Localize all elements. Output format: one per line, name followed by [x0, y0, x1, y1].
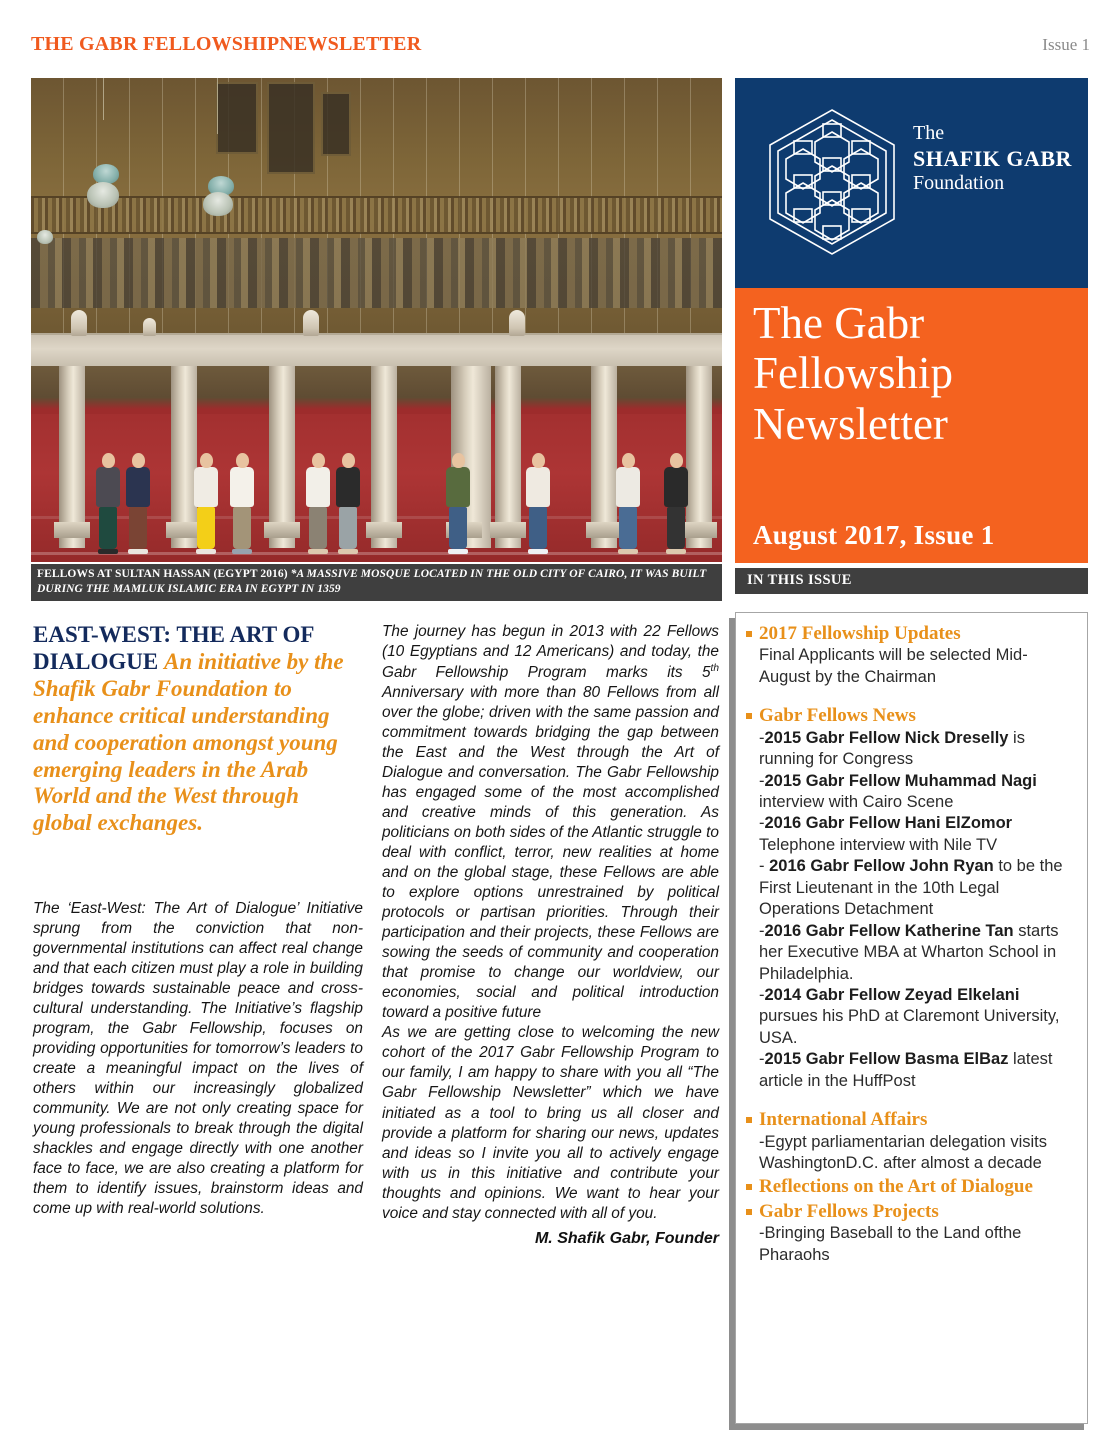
hanging-lamp	[37, 230, 53, 244]
toc-entry-text: -Egypt parliamentarian delegation visits WashingtonD.C. after almost a decade	[759, 1132, 1047, 1172]
fellow-figure	[613, 453, 643, 554]
toc-entry-text: pursues his PhD at Claremont University, USA.	[759, 1007, 1060, 1047]
lamp-chain	[217, 78, 218, 134]
balustrade-finial	[303, 310, 319, 336]
toc-section[interactable]	[746, 1176, 1077, 1198]
foundation-logo-text	[913, 122, 1072, 195]
stone-column	[269, 366, 295, 548]
hero-photo	[31, 78, 722, 562]
article-mid-body-2: As we are getting close to welcoming the new cohort of the 2017 Gabr Fellowship Program to our family, I am happy to share with you all “The Gabr Fellowship Newsletter” which we have initiated as a tool to bring us all closer and provide a platform for sharing our news, updates and ideas so I invite you all to actively engage with us in this initiative and contribute your thoughts and opinions. We want to hear your voice and stay connected with all of you.	[382, 1024, 719, 1222]
fellow-figure	[661, 453, 691, 554]
square-bullet-icon	[746, 631, 752, 637]
stone-column	[495, 366, 521, 548]
toc-section-body	[759, 1132, 1077, 1175]
hanging-lamp	[87, 182, 119, 208]
fellow-figure	[303, 453, 333, 554]
article-left-column	[33, 622, 363, 1220]
fellow-figure	[443, 453, 473, 554]
lamp-chain	[103, 78, 104, 120]
toc-entry[interactable]	[759, 1132, 1077, 1175]
toc-entry-emphasis: 2014 Gabr Fellow Zeyad Elkelani	[764, 985, 1020, 1004]
fellow-figure	[523, 453, 553, 554]
toc-section[interactable]	[746, 1109, 1077, 1174]
toc-entry[interactable]	[759, 813, 1077, 856]
stone-column	[371, 366, 397, 548]
toc-entry[interactable]	[759, 856, 1077, 920]
toc-entry-text: Telephone interview with Nile TV	[759, 835, 998, 854]
article-mid-body-1	[382, 622, 719, 1023]
masthead-title: THE GABR FELLOWSHIPNEWSLETTER	[31, 33, 422, 55]
fellow-figure	[123, 453, 153, 554]
toc-section[interactable]	[746, 705, 1077, 1092]
toc-section-heading[interactable]	[746, 705, 1077, 727]
toc-entry[interactable]	[759, 985, 1077, 1049]
logo-line-foundation: Foundation	[913, 171, 1005, 194]
toc-entry-text: -	[759, 814, 765, 833]
toc-entry-text: to be the First Lieutenant in the 10th Legal Operations Detachment	[759, 857, 1063, 919]
wood-panel-row	[31, 238, 722, 308]
hanging-lamp	[93, 164, 119, 184]
balustrade-finial	[509, 310, 525, 336]
wall-niche	[321, 92, 351, 156]
toc-entry-emphasis: 2015 Gabr Fellow Muhammad Nagi	[764, 771, 1037, 790]
mid-body-part2: Anniversary with more than 80 Fellows from all over the globe; driven with the same passion and commitment towards bridging the gap between the East and the West through the Art of Dialogue and conversation. The Gabr Fellowship has engaged some of the most accomplished and creative minds of this generation. As politicians on both sides of the Atlantic struggle to deal with conflict, terror, new realities at home and on the global stage, these Fellows are able to explore options unrestrained by political protocols or partisan priorities. Through their participation and their projects, these Fellows are sowing the seeds of community and cooperation that promise to change our worldview, our economies, social and political introduction toward a positive future	[382, 684, 719, 1022]
toc-section-body	[759, 645, 1077, 688]
square-bullet-icon	[746, 1184, 752, 1190]
article-middle-column	[382, 622, 719, 1248]
mosque-interior-image	[31, 78, 722, 562]
foundation-logo-panel	[735, 78, 1088, 288]
toc-entry-text: -	[759, 921, 765, 940]
toc-section-label: 2017 Fellowship Updates	[759, 623, 961, 644]
toc-section-body	[759, 1223, 1077, 1266]
article-left-body: The ‘East-West: The Art of Dialogue’ Initiative sprung from the conviction that non-governmental institutions can affect real change and that each citizen must play a role in building bridges towards sustainable peace and cross-cultural understanding. The Initiative’s flagship program, the Gabr Fellowship, focuses on providing opportunities for tomorrow’s leaders to create a meaningful impact on the lives of others within our increasingly globalized community. We are not only creating space for young professionals to break through the digital shackles and engage directly with one another face to face, we are also creating a platform for them to identify issues, brainstorm ideas and come up with real-world solutions.	[33, 900, 363, 1218]
headline-subtitle: An initiative by the Shafik Gabr Foundation to enhance critical understanding and cooperation amongst young emerging leaders in the Arab World and the West through global exchanges.	[33, 648, 344, 836]
hero-caption-note: *A MASSIVE MOSQUE LOCATED IN THE OLD CITY OF CAIRO, IT WAS BUILT DURING THE MAMLUK ISLAMIC ERA IN EGYPT IN 1359	[37, 568, 707, 596]
newsletter-date-issue: August 2017, Issue 1	[753, 520, 995, 550]
toc-entry-emphasis: 2016 Gabr Fellow John Ryan	[769, 857, 994, 876]
toc-section-heading[interactable]	[746, 1201, 1077, 1223]
mid-body-part1: The journey has begun in 2013 with 22 Fellows (10 Egyptians and 12 Americans) and today, the Gabr Fellowship Program marks its 5	[382, 623, 719, 682]
hero-caption-location: FELLOWS AT SULTAN HASSAN (EGYPT 2016)	[37, 568, 291, 580]
toc-section-label: Gabr Fellows Projects	[759, 1200, 939, 1222]
prayer-hall	[31, 366, 722, 562]
hexagon-lattice-icon	[757, 106, 907, 258]
square-bullet-icon	[746, 1209, 752, 1215]
toc-section-label: Reflections on the Art of Dialogue	[759, 1176, 1033, 1198]
masthead	[0, 0, 1118, 70]
toc-entry-text: is running for Congress	[759, 728, 1025, 769]
toc-entry[interactable]	[759, 645, 1077, 688]
toc-section-heading[interactable]	[746, 1109, 1077, 1131]
square-bullet-icon	[746, 713, 752, 719]
toc-entry[interactable]	[759, 771, 1077, 814]
toc-entry-text: -	[759, 857, 770, 876]
stone-column	[59, 366, 85, 548]
toc-section-heading[interactable]	[746, 1176, 1077, 1198]
square-bullet-icon	[746, 1117, 752, 1123]
article-signature: M. Shafik Gabr, Founder	[534, 1229, 719, 1247]
balustrade-finial	[71, 310, 87, 336]
toc-section[interactable]	[746, 623, 1077, 688]
carved-frieze	[31, 196, 722, 234]
logo-line-the: The	[913, 122, 945, 144]
toc-entry-text: interview with Cairo Scene	[759, 793, 954, 811]
in-this-issue-bar: IN THIS ISSUE	[735, 568, 1088, 594]
toc-entry-text: starts her Executive MBA at Wharton School in Philadelphia.	[759, 921, 1059, 983]
toc-entry-text: Final Applicants will be selected Mid-August by the Chairman	[759, 646, 1028, 686]
fellow-figure	[227, 453, 257, 554]
wall-niche	[267, 82, 315, 174]
toc-entry-emphasis: 2015 Gabr Fellow Nick Dreselly	[764, 728, 1009, 747]
masthead-issue-label: Issue 1	[1042, 35, 1090, 54]
toc-entry-text: -	[759, 728, 765, 747]
fellow-figure	[191, 453, 221, 554]
article-headline	[33, 622, 363, 837]
hero-caption	[31, 564, 722, 601]
toc-entry-text: -Bringing Baseball to the Land ofthe Pharaohs	[759, 1224, 1022, 1264]
toc-entry-text: -	[759, 985, 765, 1004]
toc-section-heading[interactable]	[746, 623, 1077, 645]
toc-entry[interactable]	[759, 728, 1077, 771]
logo-line-shafik-gabr: SHAFIK GABR	[913, 145, 1072, 171]
toc-entry-text: latest article in the HuffPost	[759, 1050, 1053, 1090]
balustrade-finial	[143, 318, 156, 336]
toc-entry-emphasis: 2016 Gabr Fellow Hani ElZomor	[764, 814, 1013, 833]
fellow-figure	[93, 453, 123, 554]
toc-section[interactable]	[746, 1201, 1077, 1266]
newsletter-title: The Gabr Fellowship Newsletter	[753, 298, 954, 449]
toc-entry-text: -	[759, 771, 765, 790]
toc-entry-emphasis: 2016 Gabr Fellow Katherine Tan	[764, 921, 1014, 940]
toc-entry-emphasis: 2015 Gabr Fellow Basma ElBaz	[764, 1050, 1009, 1069]
hanging-lamp	[203, 192, 233, 216]
toc-entry-text: -	[759, 1050, 765, 1069]
toc-entry[interactable]	[759, 1223, 1077, 1266]
newsletter-title-panel	[735, 288, 1088, 563]
toc-entry[interactable]	[759, 921, 1077, 985]
in-this-issue-box	[735, 612, 1088, 1424]
headline-main: EAST-WEST: THE ART OF DIALOGUE	[33, 622, 314, 674]
toc-entry[interactable]	[759, 1049, 1077, 1092]
toc-section-label: International Affairs	[759, 1109, 928, 1131]
ordinal-superscript: th	[710, 663, 719, 675]
toc-section-label: Gabr Fellows News	[759, 705, 916, 727]
fellow-figure	[333, 453, 363, 554]
toc-section-body	[759, 728, 1077, 1092]
wall-niche	[216, 82, 258, 154]
